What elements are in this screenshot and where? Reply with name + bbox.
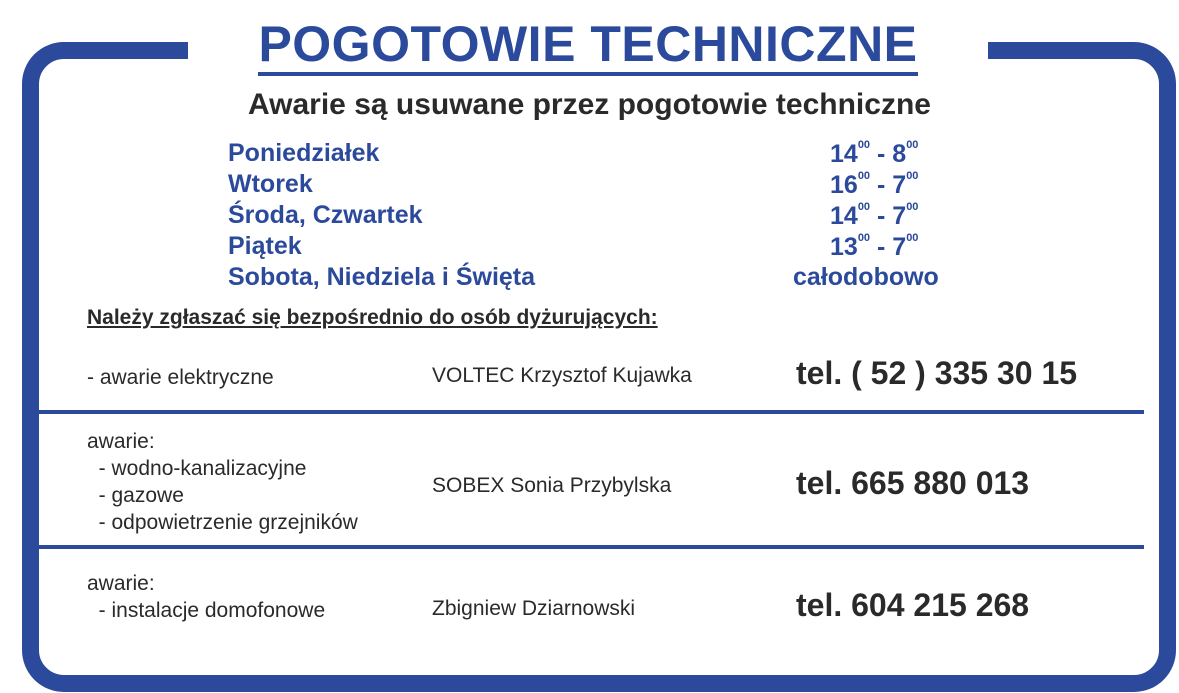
schedule-hours-allday: całodobowo xyxy=(793,263,939,291)
schedule-day: Środa, Czwartek xyxy=(228,201,423,229)
description-line: - wodno-kanalizacyjne xyxy=(87,457,307,480)
contact-company: Zbigniew Dziarnowski xyxy=(432,597,636,620)
description-line: - gazowe xyxy=(87,484,184,507)
schedule-row xyxy=(228,232,988,263)
contact-description xyxy=(87,570,325,624)
schedule-row xyxy=(228,139,988,170)
description-line: awarie: xyxy=(87,572,155,595)
page-title: POGOTOWIE TECHNICZNE xyxy=(258,16,917,76)
description-line: awarie: xyxy=(87,430,155,453)
contact-phone: tel. 665 880 013 xyxy=(796,465,1030,501)
description-line: - awarie elektryczne xyxy=(87,366,274,389)
contact-description xyxy=(87,428,358,536)
section-divider xyxy=(39,545,1144,549)
schedule-row xyxy=(228,263,988,294)
description-line: - instalacje domofonowe xyxy=(87,599,326,622)
contact-phone: tel. ( 52 ) 335 30 15 xyxy=(796,355,1078,391)
contact-instruction: Należy zgłaszać się bezpośrednio do osób dyżurujących: xyxy=(87,306,658,329)
schedule-day: Piątek xyxy=(228,232,302,260)
title-container xyxy=(188,16,988,82)
contact-phone: tel. 604 215 268 xyxy=(796,587,1030,623)
schedule-hours: $14^{00} - 7^{00}$ xyxy=(830,201,919,230)
schedule-hours: $16^{00} - 7^{00}$ xyxy=(830,170,919,199)
schedule-hours: $14^{00} - 8^{00}$ xyxy=(830,139,919,168)
section-divider xyxy=(39,410,1144,414)
schedule-day: Wtorek xyxy=(228,170,313,198)
schedule-row xyxy=(228,201,988,232)
schedule-day: Sobota, Niedziela i Święta xyxy=(228,263,536,291)
schedule-day: Poniedziałek xyxy=(228,139,380,167)
description-line: - odpowietrzenie grzejników xyxy=(87,511,358,534)
contact-description xyxy=(87,364,274,391)
contact-company: SOBEX Sonia Przybylska xyxy=(432,474,672,497)
schedule-row xyxy=(228,170,988,201)
schedule-hours: $13^{00} - 7^{00}$ xyxy=(830,232,919,261)
page-subtitle: Awarie są usuwane przez pogotowie techniczne xyxy=(248,88,931,121)
contact-company: VOLTEC Krzysztof Kujawka xyxy=(432,364,692,387)
